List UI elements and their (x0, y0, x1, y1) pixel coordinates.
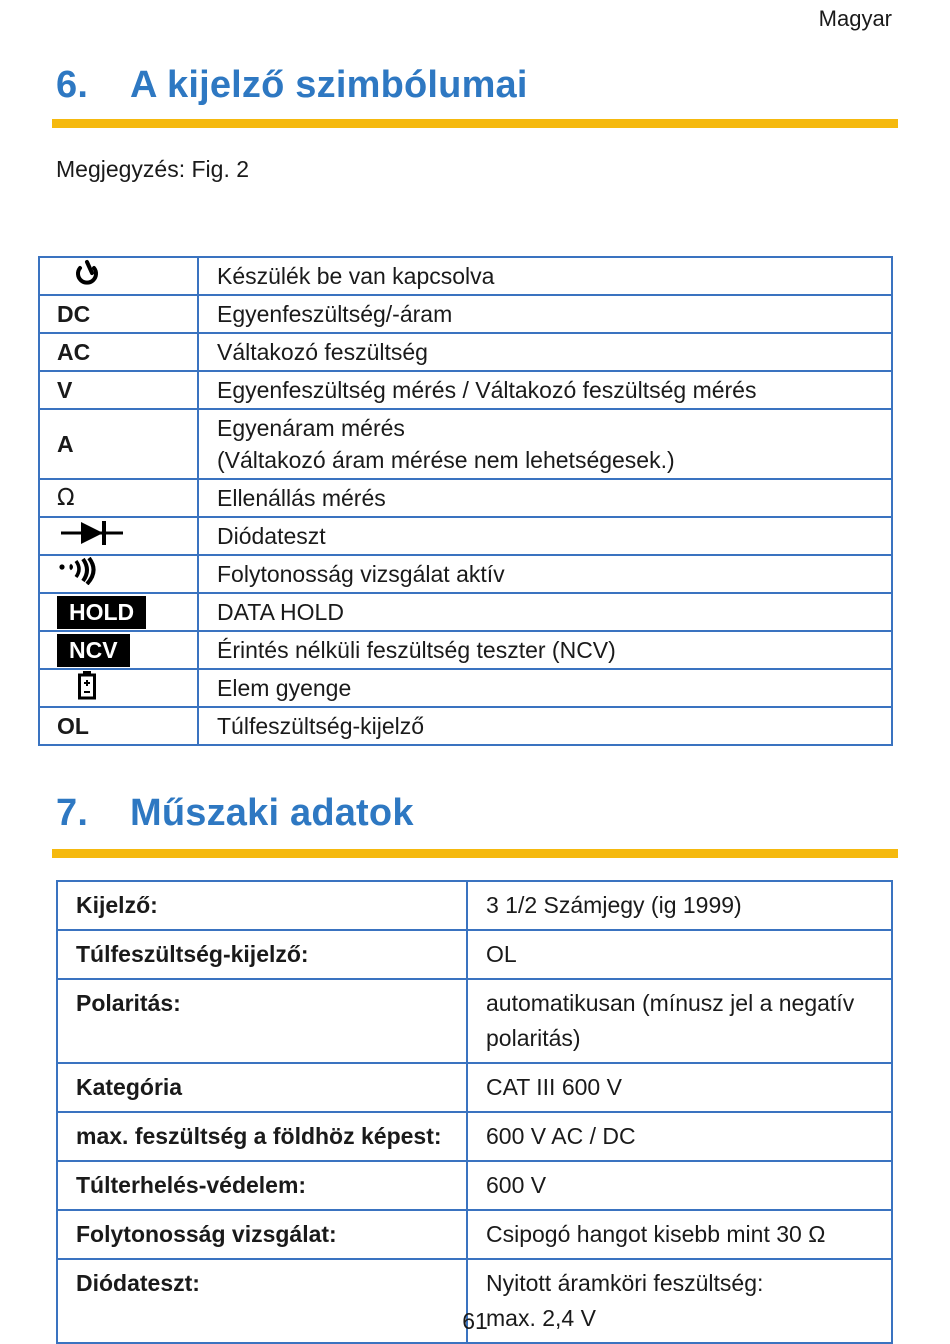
table-row (39, 295, 892, 333)
symbol-description: Ellenállás mérés (198, 479, 892, 517)
table-row (57, 881, 892, 930)
spec-key: Folytonosság vizsgálat: (57, 1210, 467, 1259)
table-row (39, 371, 892, 409)
spec-key: max. feszültség a földhöz képest: (57, 1112, 467, 1161)
symbol-label: AC (39, 333, 198, 371)
diode-icon (57, 526, 127, 552)
table-row (39, 593, 892, 631)
table-row (39, 479, 892, 517)
figure-note: Megjegyzés: Fig. 2 (56, 156, 250, 182)
power-icon (57, 259, 117, 293)
section-7-heading (56, 792, 414, 835)
page-number: 61 (462, 1308, 488, 1334)
ncv-symbol: NCV (57, 634, 130, 667)
spec-value: CAT III 600 V (467, 1063, 892, 1112)
table-row (57, 930, 892, 979)
table-row (57, 1210, 892, 1259)
spec-value: 3 1/2 Számjegy (ig 1999) (467, 881, 892, 930)
section-6-title: A kijelző szimbólumai (130, 64, 528, 106)
table-row (39, 555, 892, 593)
section-6-number: 6. (56, 64, 89, 106)
table-row (57, 1112, 892, 1161)
symbol-description-line2: (Váltakozó áram mérése nem lehetségesek.) (217, 447, 675, 473)
spec-key: Túlterhelés-védelem: (57, 1161, 467, 1210)
symbol-label: DC (39, 295, 198, 333)
spec-key: Kijelző: (57, 881, 467, 930)
section-6-heading (56, 64, 528, 107)
section-7-title: Műszaki adatok (130, 792, 414, 834)
ohm-symbol: Ω (39, 479, 198, 517)
spec-value-line2: max. 2,4 V (486, 1305, 596, 1331)
spec-value: OL (467, 930, 892, 979)
table-row (57, 979, 892, 1063)
symbol-description: Folytonosság vizsgálat aktív (198, 555, 892, 593)
table-row (39, 517, 892, 555)
spec-key: Túlfeszültség-kijelző: (57, 930, 467, 979)
spec-key: Kategória (57, 1063, 467, 1112)
table-row (39, 631, 892, 669)
language-label: Magyar (818, 6, 892, 31)
specifications-table (56, 880, 893, 1344)
section-6-rule (52, 119, 898, 128)
spec-key: Diódateszt: (57, 1259, 467, 1343)
symbol-description: Diódateszt (198, 517, 892, 555)
symbol-table (38, 256, 893, 746)
spec-key: Polaritás: (57, 979, 467, 1063)
symbol-description: Elem gyenge (198, 669, 892, 707)
symbol-description: Egyenfeszültség mérés / Váltakozó feszültség mérés (198, 371, 892, 409)
table-row (39, 333, 892, 371)
table-row (57, 1063, 892, 1112)
spec-value: Csipogó hangot kisebb mint 30 Ω (467, 1210, 892, 1259)
table-row (57, 1161, 892, 1210)
section-7-number: 7. (56, 792, 89, 834)
spec-value-line1: Nyitott áramköri feszültség: (486, 1270, 764, 1296)
symbol-label: A (39, 409, 198, 479)
table-row (39, 669, 892, 707)
symbol-description: DATA HOLD (198, 593, 892, 631)
continuity-icon (57, 564, 101, 590)
symbol-description-line1: Egyenáram mérés (217, 415, 405, 441)
spec-value-line1: automatikusan (mínusz jel a negatív (486, 990, 855, 1016)
symbol-description: Egyenfeszültség/-áram (198, 295, 892, 333)
table-row (39, 409, 892, 479)
spec-value: 600 V AC / DC (467, 1112, 892, 1161)
spec-value-line2: polaritás) (486, 1025, 581, 1051)
table-row (39, 257, 892, 295)
table-row (39, 707, 892, 745)
symbol-description: Érintés nélküli feszültség teszter (NCV) (198, 631, 892, 669)
spec-value: 600 V (467, 1161, 892, 1210)
hold-symbol: HOLD (57, 596, 146, 629)
section-7-rule (52, 849, 898, 858)
symbol-description: Váltakozó feszültség (198, 333, 892, 371)
symbol-label: V (39, 371, 198, 409)
battery-icon (57, 670, 117, 706)
symbol-description: Készülék be van kapcsolva (198, 257, 892, 295)
symbol-label: OL (39, 707, 198, 745)
symbol-description: Túlfeszültség-kijelző (198, 707, 892, 745)
